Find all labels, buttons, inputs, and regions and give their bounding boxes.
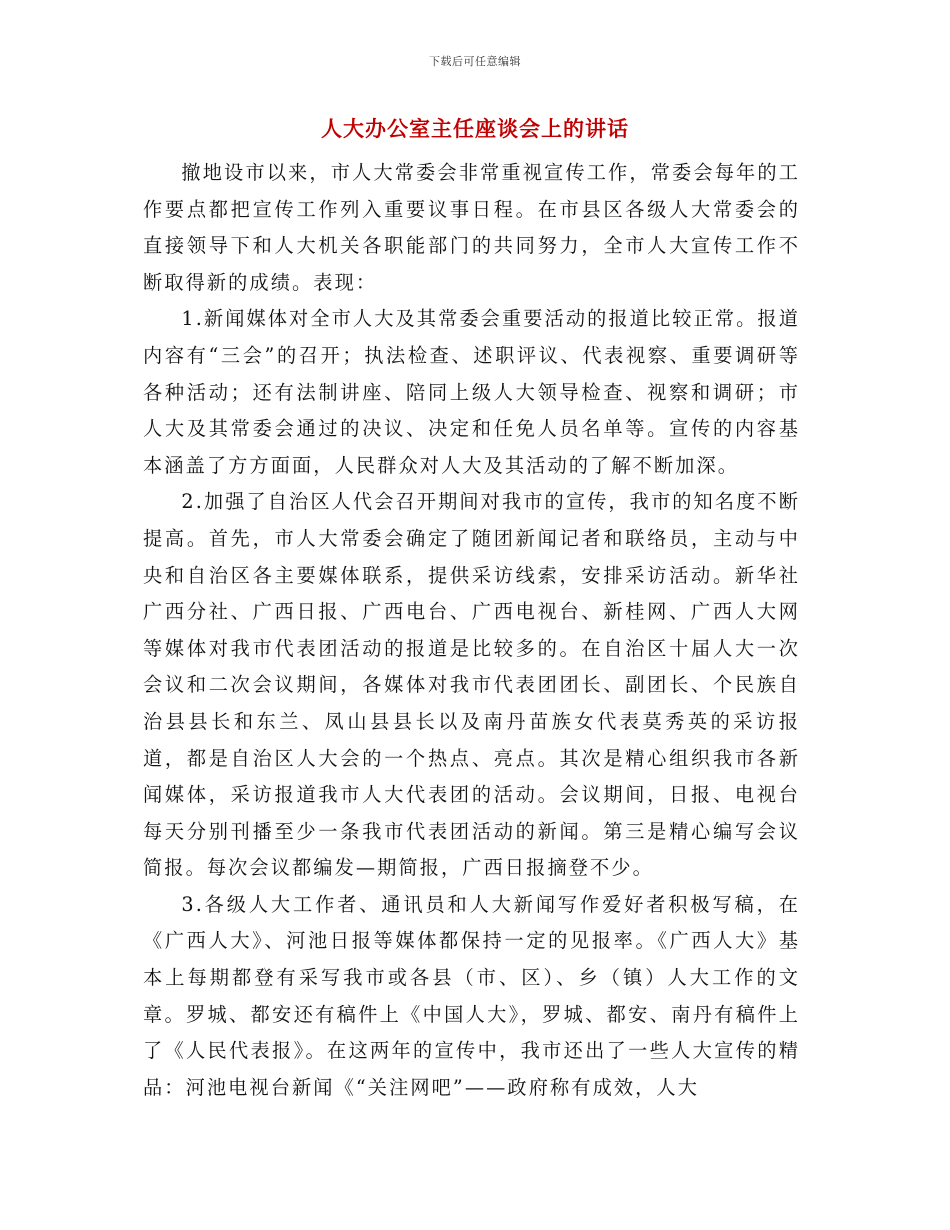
header-note: 下载后可任意编辑: [429, 55, 521, 68]
paragraph-point-3: 3.各级人大工作者、通讯员和人大新闻写作爱好者积极写稿，在《广西人大》、河池日报等媒体都保持一定的见报率。《广西人大》基本上每期都登有采写我市或各县（市、区）、乡（镇）人大工作的文章。罗城、都安还有稿件上《中国人大》，罗城、都安、南丹有稿件上了《人民代表报》。在这两年的宣传中，我市还出了一些人大宣传的精品：河池电视台新闻《“关注网吧”——政府称有成效，人大: [143, 892, 800, 1099]
document-body: [143, 155, 800, 1106]
paragraph-point-2: 2.加强了自治区人代会召开期间对我市的宣传，我市的知名度不断提高。首先，市人大常委会确定了随团新闻记者和联络员，主动与中央和自治区各主要媒体联系，提供采访线索，安排采访活动。新华社广西分社、广西日报、广西电台、广西电视台、新桂网、广西人大网等媒体对我市代表团活动的报道是比较多的。在自治区十届人大一次会议和二次会议期间，各媒体对我市代表团团长、副团长、个民族自治县县长和东兰、凤山县县长以及南丹苗族女代表莫秀英的采访报道，都是自治区人大会的一个热点、亮点。其次是精心组织我市各新闻媒体，采访报道我市人大代表团的活动。会议期间，日报、电视台每天分别刊播至少一条我市代表团活动的新闻。第三是精心编写会议简报。每次会议都编发—期简报，广西日报摘登不少。: [143, 490, 800, 880]
paragraph-intro: 撤地设市以来，市人大常委会非常重视宣传工作，常委会每年的工作要点都把宣传工作列入重要议事日程。在市县区各级人大常委会的直接领导下和人大机关各职能部门的共同努力，全市人大宣传工作不断取得新的成绩。表现：: [143, 161, 800, 294]
paragraph-point-1: 1.新闻媒体对全市人大及其常委会重要活动的报道比较正常。报道内容有“三会”的召开；执法检查、述职评议、代表视察、重要调研等各种活动；还有法制讲座、陪同上级人大领导检查、视察和调研；市人大及其常委会通过的决议、决定和任免人员名单等。宣传的内容基本涵盖了方方面面，人民群众对人大及其活动的了解不断加深。: [143, 307, 800, 477]
document-title: 人大办公室主任座谈会上的讲话: [321, 117, 629, 141]
